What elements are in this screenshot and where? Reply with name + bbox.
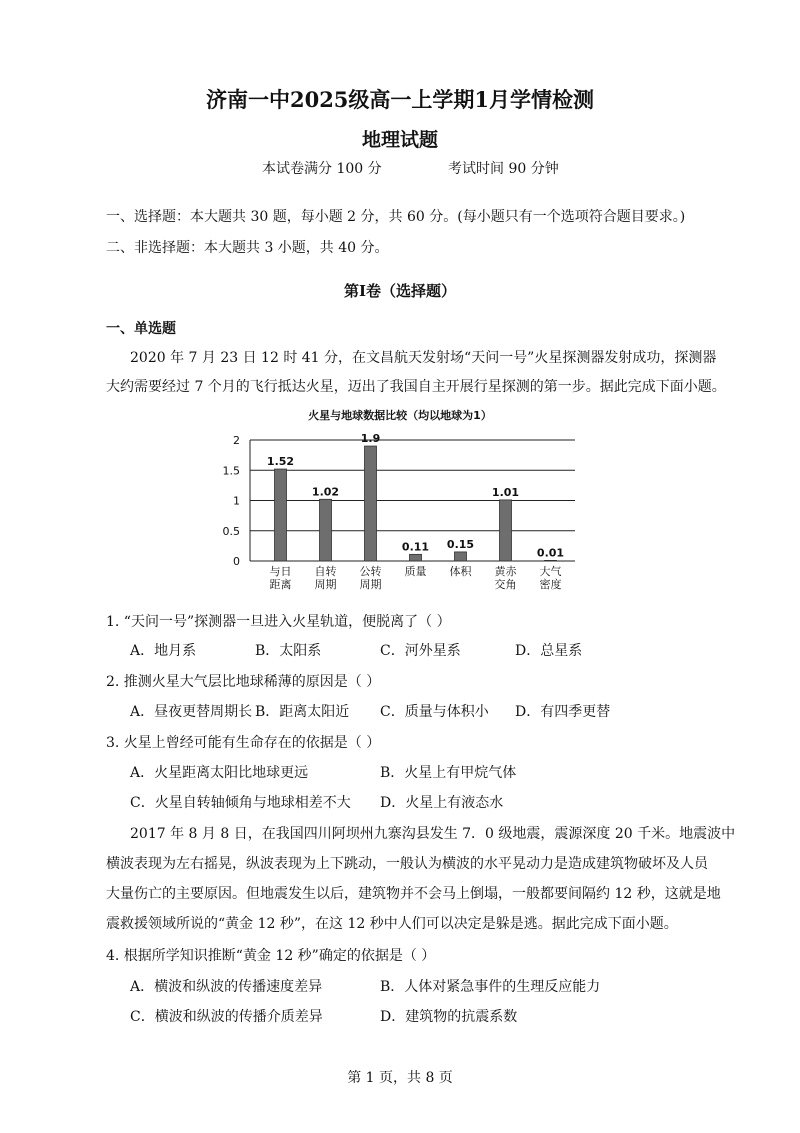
q1-option-d[interactable]: D．总星系 bbox=[515, 643, 583, 659]
y-axis-ticks bbox=[223, 434, 241, 568]
instruction-line: 二、非选择题：本大题共 3 小题，共 40 分。 bbox=[106, 240, 389, 256]
value-labels bbox=[267, 432, 564, 559]
value-label: 0.11 bbox=[401, 540, 430, 554]
bar bbox=[275, 469, 287, 561]
q2-option-c[interactable]: C．质量与体积小 bbox=[380, 704, 489, 720]
x-tick-label: 质量 bbox=[404, 565, 427, 578]
q4-option-a[interactable]: A．横波和纵波的传播速度差异 bbox=[130, 979, 323, 995]
section-title: 一、单选题 bbox=[106, 321, 176, 337]
exam-time: 考试时间 90 分钟 bbox=[448, 161, 559, 177]
q3-option-a[interactable]: A．火星距离太阳比地球更远 bbox=[130, 765, 309, 781]
y-tick-label: 1 bbox=[233, 494, 240, 508]
bar bbox=[410, 554, 422, 561]
y-tick-label: 1.5 bbox=[222, 464, 240, 478]
passage-line: 大约需要经过 7 个月的飞行抵达火星，迈出了我国自主开展行星探测的第一步。据此完成下面小题。 bbox=[106, 379, 726, 395]
question-2-stem: 2. 推测火星大气层比地球稀薄的原因是（ ） bbox=[106, 674, 381, 690]
exam-title: 济南一中2025级高一上学期1月学情检测 bbox=[205, 87, 595, 112]
y-tick-label: 0 bbox=[233, 555, 240, 568]
q4-option-b[interactable]: B．人体对紧急事件的生理反应能力 bbox=[380, 979, 601, 995]
q2-option-a[interactable]: A．昼夜更替周期长 bbox=[130, 704, 253, 720]
bar bbox=[320, 499, 332, 561]
passage-line: 横波表现为左右摇晃，纵波表现为上下跳动，一般认为横波的水平晃动力是造成建筑物破坏及人员 bbox=[106, 856, 708, 872]
x-tick-label: 黄赤 bbox=[494, 565, 517, 578]
x-tick-label: 距离 bbox=[269, 578, 292, 591]
q4-option-c[interactable]: C．横波和纵波的传播介质差异 bbox=[130, 1009, 323, 1025]
passage-line: 大量伤亡的主要原因。但地震发生以后，建筑物并不会马上倒塌，一般都要间隔约 12 秒，这就是地 bbox=[106, 886, 721, 902]
value-label: 1.9 bbox=[360, 432, 381, 446]
y-tick-label: 0.5 bbox=[222, 524, 240, 538]
x-axis-labels bbox=[270, 564, 562, 591]
question-4-stem: 4. 根据所学知识推断“黄金 12 秒”确定的依据是（ ） bbox=[106, 948, 436, 964]
q2-option-d[interactable]: D．有四季更替 bbox=[515, 704, 611, 720]
x-tick-label: 体积 bbox=[449, 565, 472, 578]
value-label: 0.15 bbox=[446, 537, 475, 551]
x-tick-label: 与日 bbox=[269, 565, 292, 578]
q1-option-b[interactable]: B．太阳系 bbox=[255, 643, 322, 659]
passage-line: 2017 年 8 月 8 日，在我国四川阿坝州九寨沟县发生 7．0 级地震，震源深度 20 千米。地震波中 bbox=[130, 826, 736, 842]
bar bbox=[545, 560, 557, 561]
q3-option-c[interactable]: C．火星自转轴倾角与地球相差不大 bbox=[130, 795, 351, 811]
x-tick-label: 周期 bbox=[359, 578, 382, 591]
page-number: 第 1 页，共 8 页 bbox=[347, 1070, 453, 1086]
passage-line: 震救援领域所说的“黄金 12 秒”，在这 12 秒中人们可以决定是躲是逃。据此完成下面小题。 bbox=[106, 916, 678, 932]
q3-option-b[interactable]: B．火星上有甲烷气体 bbox=[380, 765, 517, 781]
value-label: 1.52 bbox=[266, 455, 295, 469]
x-tick-label: 公转 bbox=[359, 565, 382, 578]
bar bbox=[500, 500, 512, 561]
value-label: 1.02 bbox=[311, 485, 340, 499]
bar bbox=[455, 552, 467, 561]
x-tick-label: 自转 bbox=[314, 565, 337, 578]
question-3-stem: 3. 火星上曾经可能有生命存在的依据是（ ） bbox=[106, 735, 381, 751]
q1-option-c[interactable]: C．河外星系 bbox=[380, 643, 461, 659]
chart-title: 火星与地球数据比较（均以地球为1） bbox=[308, 409, 492, 422]
q2-option-b[interactable]: B．距离太阳近 bbox=[255, 704, 350, 720]
q3-option-d[interactable]: D．火星上有液态水 bbox=[380, 795, 504, 811]
instruction-line: 一、选择题：本大题共 30 题，每小题 2 分，共 60 分。(每小题只有一个选项符合题目要求。) bbox=[106, 209, 686, 225]
passage-line: 2020 年 7 月 23 日 12 时 41 分，在文昌航天发射场“天问一号”火星探测器发射成功，探测器 bbox=[130, 350, 717, 366]
q1-option-a[interactable]: A．地月系 bbox=[130, 643, 197, 659]
bar-chart bbox=[210, 400, 590, 595]
x-tick-label: 交角 bbox=[494, 578, 517, 591]
full-score: 本试卷满分 100 分 bbox=[262, 161, 382, 177]
exam-subtitle: 地理试题 bbox=[361, 129, 438, 151]
x-tick-label: 大气 bbox=[539, 565, 562, 578]
volume-title: 第Ⅰ卷（选择题） bbox=[343, 282, 457, 300]
q4-option-d[interactable]: D．建筑物的抗震系数 bbox=[380, 1009, 518, 1025]
question-1-stem: 1. “天问一号”探测器一旦进入火星轨道，便脱离了（ ） bbox=[106, 614, 451, 630]
bar bbox=[365, 446, 377, 561]
value-label: 1.01 bbox=[491, 485, 520, 499]
x-tick-label: 密度 bbox=[539, 578, 562, 591]
x-tick-label: 周期 bbox=[314, 578, 337, 591]
y-tick-label: 2 bbox=[233, 434, 240, 447]
value-label: 0.01 bbox=[536, 546, 565, 560]
